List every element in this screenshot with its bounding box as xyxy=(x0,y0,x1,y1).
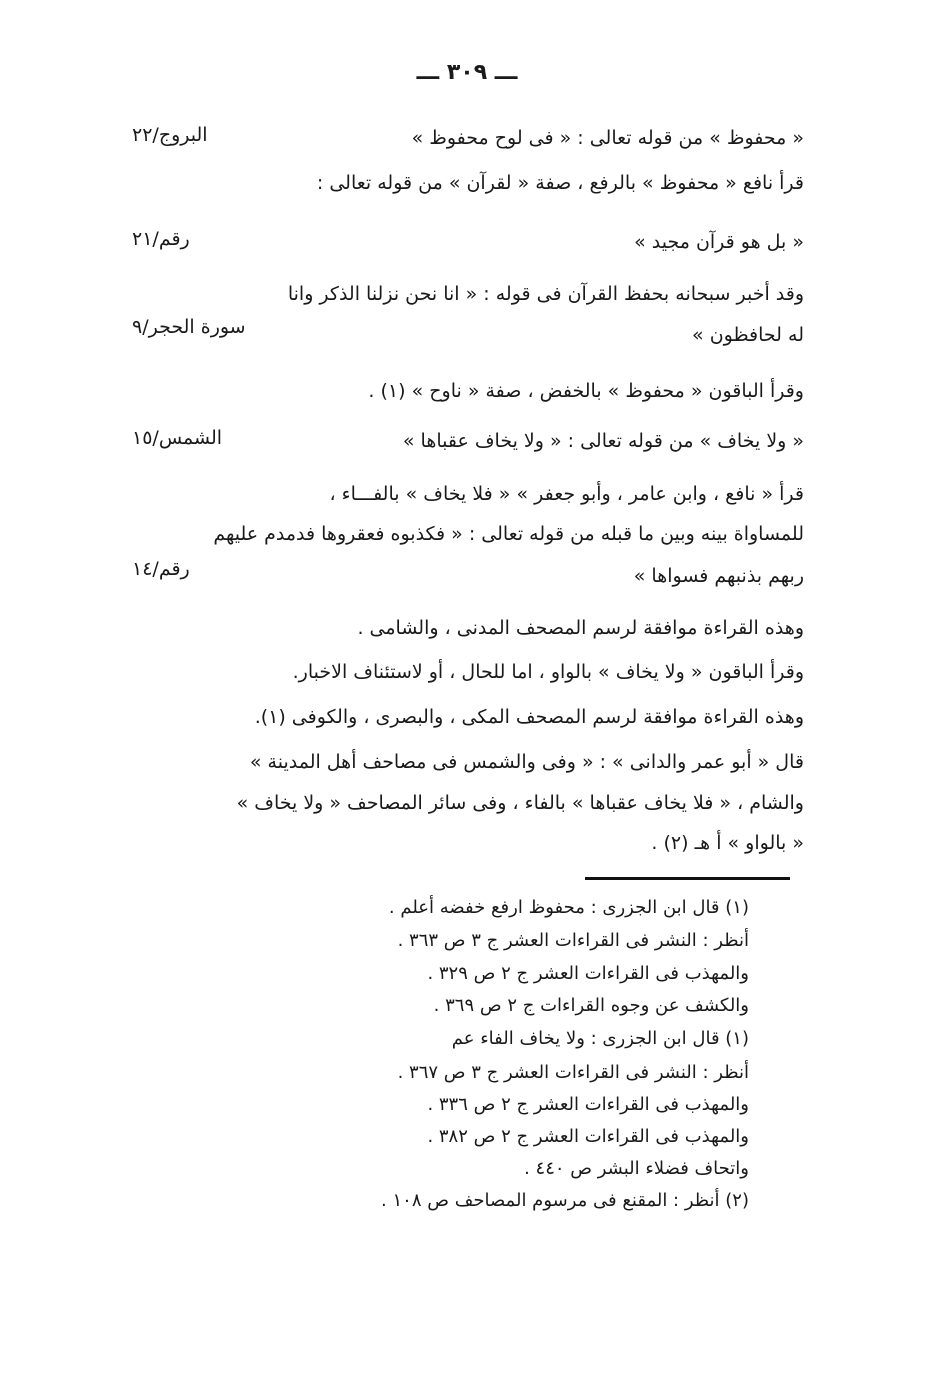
footnote-line: (١) قال ابن الجزرى : محفوظ ارفع خفضه أعلم . xyxy=(388,897,749,918)
body-line-3: « بل هو قرآن مجيد » xyxy=(634,231,804,253)
page-number: ـــ ٣٠٩ ـــ xyxy=(416,60,518,85)
body-line-11: وهذه القراءة موافقة لرسم المصحف المدنى ، والشامى . xyxy=(357,617,804,639)
body-line-16: « بالواو » أ هـ (٢) . xyxy=(651,832,804,854)
footnote-line: (٢) أنظر : المقنع فى مرسوم المصاحف ص ١٠٨ . xyxy=(381,1190,749,1211)
verse-ref-3: رقم/٢١ xyxy=(132,228,190,250)
footnote-separator xyxy=(585,877,790,880)
footnote-line: واتحاف فضلاء البشر ص ٤٤٠ . xyxy=(524,1158,749,1179)
body-line-10: ربهم بذنبهم فسواها » xyxy=(633,565,804,587)
body-line-7: « ولا يخاف » من قوله تعالى : « ولا يخاف عقباها » xyxy=(402,430,804,452)
footnote-line: والكشف عن وجوه القراءات ج ٢ ص ٣٦٩ . xyxy=(433,995,749,1016)
body-line-13: وهذه القراءة موافقة لرسم المصحف المكى ، والبصرى ، والكوفى (١). xyxy=(254,706,804,728)
body-line-8: قرأ « نافع ، وابن عامر ، وأبو جعفر » « فلا يخاف » بالفـــاء ، xyxy=(329,483,804,505)
verse-ref-7: الشمس/١٥ xyxy=(132,427,223,449)
body-line-5: له لحافظون » xyxy=(692,324,804,346)
body-line-9: للمساواة بينه وبين ما قبله من قوله تعالى : « فكذبوه فعقروها فدمدم عليهم xyxy=(213,523,804,545)
footnote-line: أنظر : النشر فى القراءات العشر ج ٣ ص ٣٦٣ . xyxy=(397,930,749,951)
verse-ref-5: سورة الحجر/٩ xyxy=(132,316,246,338)
verse-ref-1: البروج/٢٢ xyxy=(132,124,208,146)
body-line-2: قرأ نافع « محفوظ » بالرفع ، صفة « لقرآن » من قوله تعالى : xyxy=(316,172,804,194)
footnote-line: والمهذب فى القراءات العشر ج ٢ ص ٣٨٢ . xyxy=(427,1126,749,1147)
body-line-12: وقرأ الباقون « ولا يخاف » بالواو ، اما للحال ، أو لاستئناف الاخبار. xyxy=(292,661,804,683)
body-line-4: وقد أخبر سبحانه بحفظ القرآن فى قوله : « انا نحن نزلنا الذكر وانا xyxy=(287,283,804,305)
footnote-line: والمهذب فى القراءات العشر ج ٢ ص ٣٢٩ . xyxy=(427,963,749,984)
body-line-6: وقرأ الباقون « محفوظ » بالخفض ، صفة « ناوح » (١) . xyxy=(368,380,804,402)
body-line-15: والشام ، « فلا يخاف عقباها » بالفاء ، وفى سائر المصاحف « ولا يخاف » xyxy=(236,792,804,814)
footnote-line: أنظر : النشر فى القراءات العشر ج ٣ ص ٣٦٧ . xyxy=(397,1062,749,1083)
verse-ref-10: رقم/١٤ xyxy=(132,558,190,580)
body-line-14: قال « أبو عمر والدانى » : « وفى والشمس فى مصاحف أهل المدينة » xyxy=(249,751,804,773)
footnote-line: (١) قال ابن الجزرى : ولا يخاف الفاء عم xyxy=(451,1028,749,1049)
footnote-line: والمهذب فى القراءات العشر ج ٢ ص ٣٣٦ . xyxy=(427,1094,749,1115)
body-line-1: « محفوظ » من قوله تعالى : « فى لوح محفوظ » xyxy=(411,127,804,149)
